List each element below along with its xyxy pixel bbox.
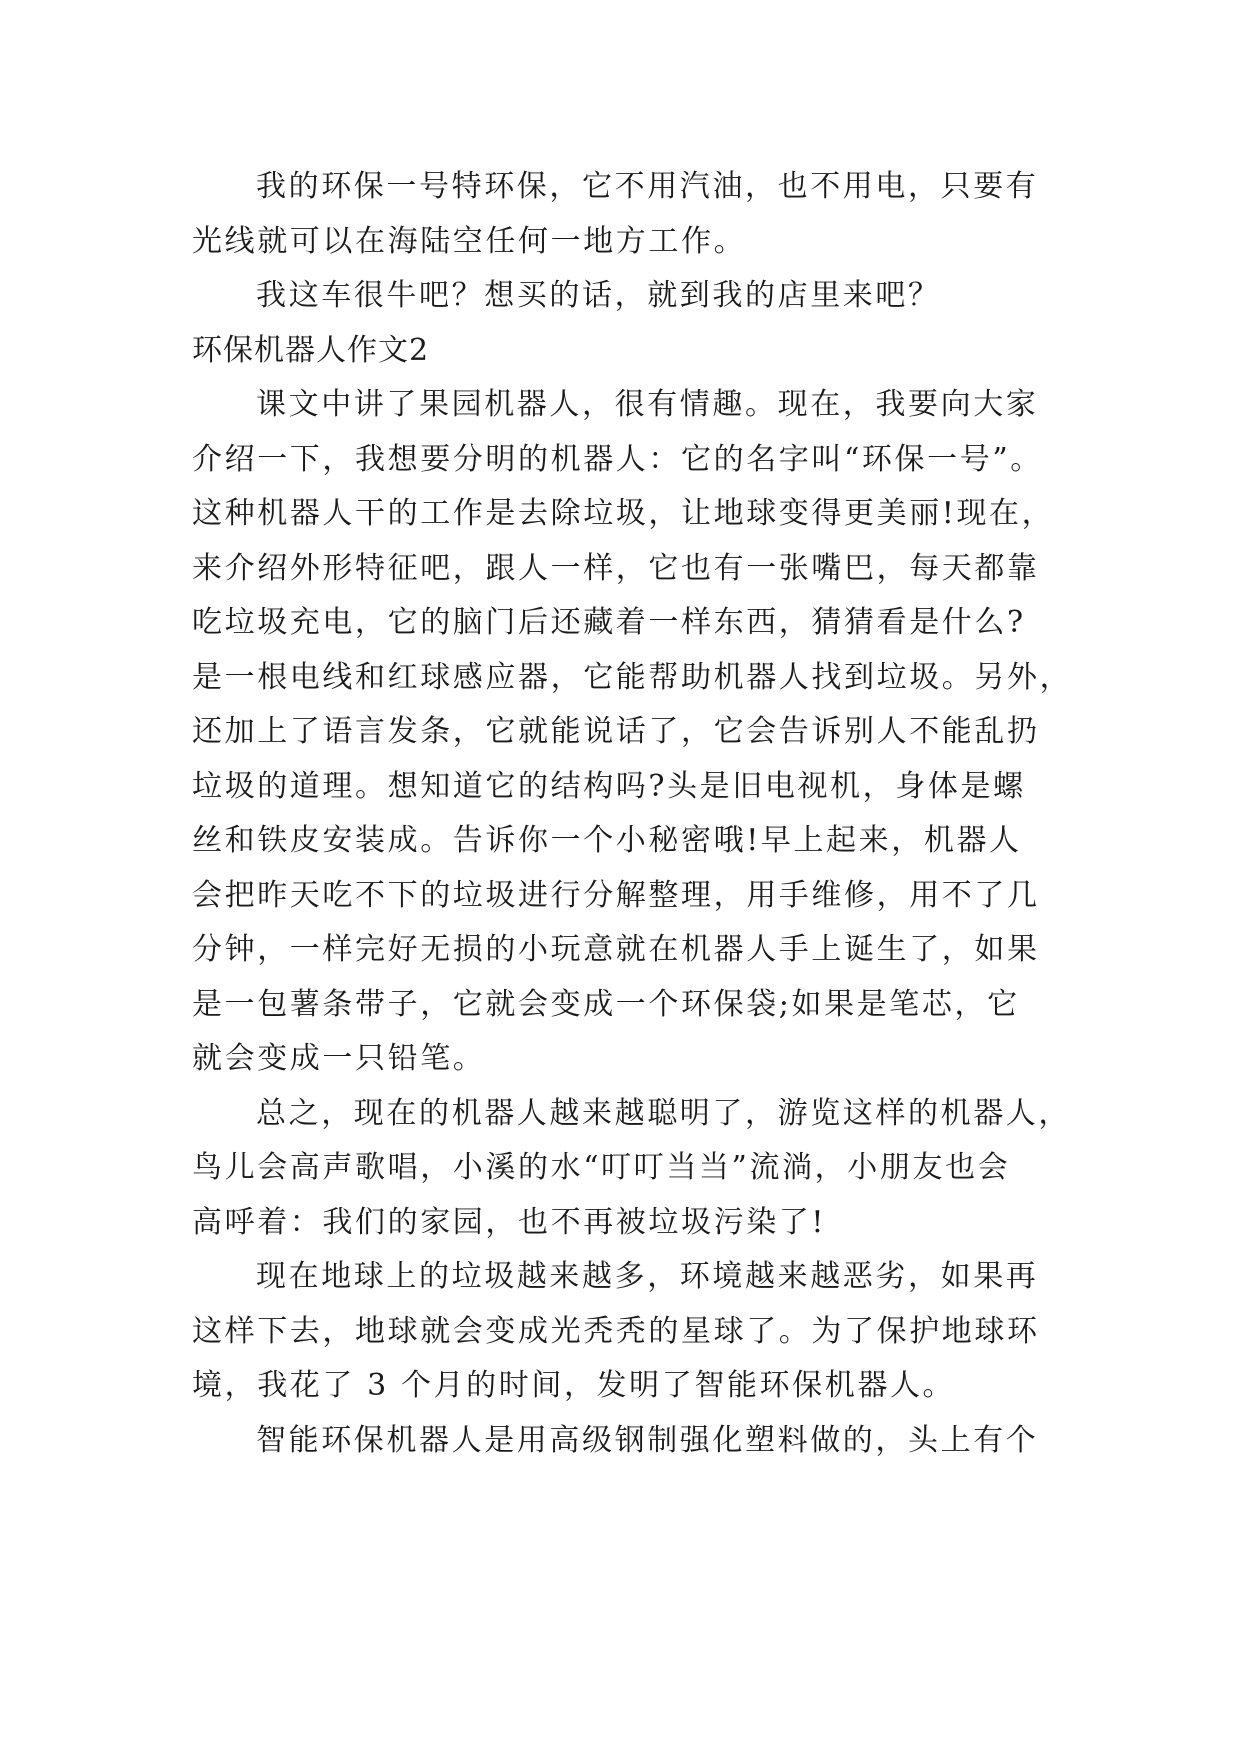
text-line: 会把昨天吃不下的垃圾进行分解整理，用手维修，用不了几 [192,877,1040,913]
text-line: 课文中讲了果园机器人，很有情趣。现在，我要向大家 [256,387,1039,422]
text-line: 是一根电线和红球感应器，它能帮助机器人找到垃圾。另外， [192,659,1073,695]
text-line: 境，我花了 3 个月的时间，发明了智能环保机器人。 [192,1368,956,1403]
text-line: 来介绍外形特征吧，跟人一样，它也有一张嘴巴，每天都靠 [192,550,1040,586]
text-line: 我的环保一号特环保，它不用汽油，也不用电，只要有 [256,169,1039,204]
text-line: 还加上了语言发条，它就能说话了，它会告诉别人不能乱扔 [192,714,1040,749]
text-line: 这种机器人干的工作是去除垃圾，让地球变得更美丽!现在， [192,496,1055,531]
text-line: 我这车很牛吧？想买的话，就到我的店里来吧？ [256,278,941,313]
essay-title: 环保机器人作文2 [192,332,430,368]
text-line: 垃圾的道理。想知道它的结构吗?头是旧电视机，身体是螺 [192,768,1026,804]
text-line: 这样下去，地球就会变成光秃秃的星球了。为了保护地球环 [192,1313,1040,1349]
text-line: 是一包薯条带子，它就会变成一个环保袋;如果是笔芯，它 [192,986,1020,1022]
text-line: 丝和铁皮安装成。告诉你一个小秘密哦!早上起来，机器人 [192,823,1022,858]
text-line: 分钟，一样完好无损的小玩意就在机器人手上诞生了，如果 [192,932,1040,967]
text-line: 介绍一下，我想要分明的机器人：它的名字叫“环保一号”。 [192,441,1043,477]
text-line: 智能环保机器人是用高级钢制强化塑料做的，头上有个 [256,1422,1039,1458]
text-line: 鸟儿会高声歌唱，小溪的水“叮叮当当”流淌，小朋友也会 [192,1150,1011,1185]
text-line: 吃垃圾充电，它的脑门后还藏着一样东西，猜猜看是什么? [192,605,1026,640]
text-line: 现在地球上的垃圾越来越多，环境越来越恶劣，如果再 [256,1259,1039,1294]
essay-text [192,160,1073,1468]
text-line: 就会变成一只铅笔。 [192,1041,486,1076]
text-line: 光线就可以在海陆空任何一地方工作。 [192,223,747,259]
text-line: 总之，现在的机器人越来越聪明了，游览这样的机器人， [256,1095,1071,1131]
text-line: 高呼着：我们的家园，也不再被垃圾污染了! [192,1204,827,1240]
